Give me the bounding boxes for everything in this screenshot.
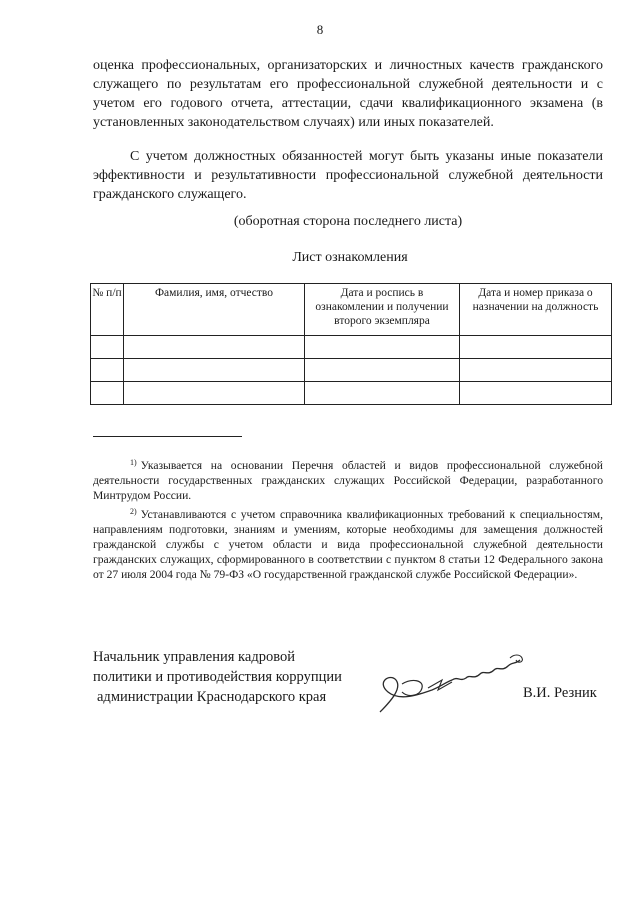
table-cell [124, 382, 305, 405]
footnote-1 [93, 455, 603, 503]
header-num: № п/п [91, 284, 124, 336]
table-row [91, 382, 612, 405]
acknowledgement-table [90, 283, 612, 405]
table-cell [460, 336, 612, 359]
table-cell [91, 336, 124, 359]
signer-name: В.И. Резник [523, 685, 597, 701]
reverse-side-note: (оборотная сторона последнего листа) [233, 214, 463, 229]
table-cell [460, 382, 612, 405]
table-cell [124, 336, 305, 359]
body-paragraph-1: оценка профессиональных, организаторских и личностных качеств гражданского служащего по результатам его профессиональной служебной деятельности и с учетом его годового отчета, аттестации, сдачи квалификационного экзамена (в установленных законодательством случаях) или иных показателей. [93, 58, 603, 130]
header-date-signature: Дата и роспись в ознакомлении и получении второго экземпляра [305, 284, 460, 336]
footnote-2 [93, 504, 603, 582]
signer-position-line-3: администрации Краснодарского края [97, 689, 327, 705]
footnote-2-text: Устанавливаются с учетом справочника квалификационных требований к специальностям, направлениям подготовки, знаниям и умениям, которые необходимы для замещения должностей гражданской службы с учетом области и вида профессиональной служебной деятельности гражданских служащих, сформированного в соответствии с пунктом 8 статьи 12 Федерального закона от 27 июля 2004 года № 79-ФЗ «О государственной гражданской службе Российской Федерации». [93, 508, 603, 581]
table-cell [305, 382, 460, 405]
signer-position [93, 647, 342, 707]
footnote-1-mark: 1) [130, 458, 137, 467]
table-cell [305, 336, 460, 359]
footnotes [93, 455, 603, 583]
table-row [91, 336, 612, 359]
header-order: Дата и номер приказа о назначении на должность [460, 284, 612, 336]
table-cell [460, 359, 612, 382]
footnote-divider [93, 436, 242, 437]
table-cell [305, 359, 460, 382]
table-header-row [91, 284, 612, 336]
sheet-title: Лист ознакомления [292, 250, 408, 265]
table-cell [124, 359, 305, 382]
table-row [91, 359, 612, 382]
header-name: Фамилия, имя, отчество [124, 284, 305, 336]
handwritten-signature [372, 640, 532, 720]
footnote-1-text: Указывается на основании Перечня областей и видов профессиональной служебной деятельности государственных гражданских служащих Российской Федерации, разработанного Минтрудом России. [93, 459, 603, 502]
signer-position-line-1: Начальник управления кадровой [93, 649, 295, 665]
signer-position-line-2: политики и противодействия коррупции [93, 669, 342, 685]
body-paragraph-2: С учетом должностных обязанностей могут быть указаны иные показатели эффективности и результативности профессиональной служебной деятельности гражданского служащего. [93, 149, 603, 202]
page-number: 8 [316, 22, 324, 37]
table-cell [91, 359, 124, 382]
table-cell [91, 382, 124, 405]
footnote-2-mark: 2) [130, 507, 137, 516]
